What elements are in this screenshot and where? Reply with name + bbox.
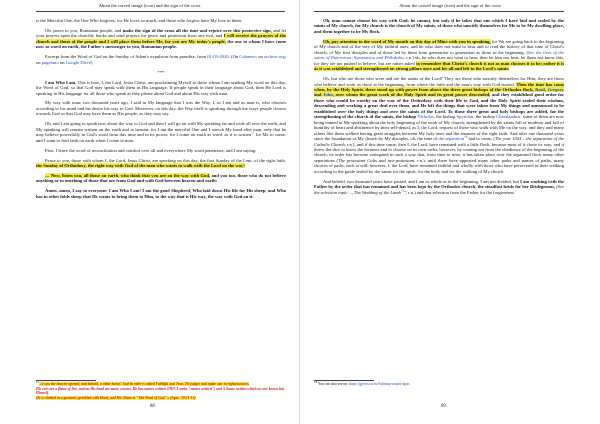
text-run: , some of them are now being named in My speaking about the holy beginning of the work of My church, strengthened by the saints full of modesty and full of humility of heart and abstinence by their self-denial, as I, the Lord, request of those who walk with Me on the way, and they and many others like them walked having great struggles between My holy ones and the enemies of the right faith. And after one thousand years since the foundation of My church by My disciples, oh, the time of <box>314 114 564 142</box>
date-link[interactable]: 01-03-2020 <box>207 54 229 60</box>
text-run: , r.n.) oh, he who does not want to hear, then let him not hear, let them not know this, for they are not pushed to believe, but are rather asked <box>314 55 564 66</box>
text-run: . (On <box>228 54 240 60</box>
basil-link[interactable]: Basil <box>535 86 545 92</box>
paragraph <box>314 76 564 174</box>
pagefam-link[interactable]: pagefam <box>41 59 58 65</box>
archive-link[interactable]: archive.org <box>264 54 285 60</box>
text-run: ; on <box>255 54 265 60</box>
highlighted-text: … Now, listen you, all those on earth, who think that you are on the way with God, <box>45 173 211 179</box>
highlighted-text: Then the time has come when, by the Holy Spirit, there stood up with power from above the three great bishops of the Orthodox flock, <box>314 81 564 92</box>
highlighted-text: and <box>314 92 324 98</box>
paragraph: Amen, amen, I say to everyone: I am Who I am! I am the good Shepherd, Who laid down His life for His sheep, and Who has in other folds sheep that He wants to bring them to Him, to the way that is His way, the way with God on it. <box>36 188 286 199</box>
text-run: ) <box>90 59 93 65</box>
text-run: , the bishop <box>433 114 457 120</box>
footnote-rule <box>314 380 374 381</box>
italic-text: The year 1054 – the separation of the Catholic Church <box>314 136 565 147</box>
text-run: for We are going back to the beginning of My church and of the way of My faithful ones; and he who does not want to hear and to read the history of that time of Christ's church, of My first disciples and of those led by them from generation to generation as those in the beginning. ( <box>314 38 564 55</box>
gregory-link[interactable]: Gregory <box>547 86 565 92</box>
text-run: ", r.n.) and that selection from the Father for the forgiveness <box>404 189 515 195</box>
bold-text: make the sign of the cross all the time and rejoice over this protective sign, <box>122 27 272 33</box>
paragraph <box>314 39 564 72</box>
paragraph <box>36 121 286 143</box>
highlighted-text: the Sunday of Orthodoxy, the right way with God of the man who wants to walk with the Lord on the way! <box>36 163 245 169</box>
footnote-rule <box>36 380 96 381</box>
footnote-text: His eyes are a flame of fire, and on His head are many crowns. He has names written (TR/CT omits "names written") and A Name written which no one knows but Himself. <box>36 386 285 396</box>
header-rule <box>36 11 285 12</box>
footnote-ref[interactable]: 19 <box>400 188 405 193</box>
page-number: 89 <box>441 404 446 409</box>
text-run: and let your prayers open the churchly books and send prayers for peace and protection from any evil, and <box>36 27 286 39</box>
text-run: for Me to come, and I want to find faith on earth when I come to man. <box>36 132 286 143</box>
paragraph: Oh, man cannot choose his way with God; he cannot, but only if he takes that one which I have laid and sealed by the saints of My church, for My church is the church of My saints, of those who sanctify themselves for Me to be My dwelling place, and them together to be My flock. <box>314 18 564 34</box>
highlighted-text: to remember that Christ's church is not as man chooses it to be; rather it is as it was established and strengthened on strong pillars once and for all and left to the Lord's saints. <box>314 60 564 72</box>
running-header: About the carved image (icon) and the sign of the cross <box>399 3 501 8</box>
footnote-number: 18 <box>314 380 318 384</box>
paragraph: My way with man; two thousand years ago, I said in My language that I was the Way, I, as I am and as man is, who chooses according to his mind and his desire his way to God. Moreover, on this day, the Way itself is speaking through the ways people choose towards God so that God may have them as His people, as they may say. <box>36 100 286 117</box>
text-run: , r.n.), until there have appeared many other paths and names of paths, many choices of paths, each at will; however, I, the Lord, have remained faithful and wholly with those who have persevered in their walking according to the guide sealed by the saints for the spirit, for the body and for the walking of My church. <box>314 157 564 174</box>
italic-text: The protestant Cults and neo-protestant <box>338 157 415 163</box>
footnote-ref[interactable]: 17 <box>251 130 255 135</box>
footnote-text: He is clothed in a garment sprinkled with blood, and His Name is "The Word of God."» (Apoc. 19:11-13) <box>36 395 196 400</box>
text-run: Oh, and I am going to speak now about the way to God and then I will go on with My speaking far and wide all over the earth, and My speaking will remain written on the earth and in heaven, for I am the merciful One and I stretch My hand after man, only that he may believe powerfully in God's word from this time and in its power, for I come on earth as word, as it is written <box>36 121 286 138</box>
bold-text: and you too, those who do not believe anything or <box>36 173 286 184</box>
italic-text: See the selection topic : „The Wedding of the Lamb <box>314 184 564 195</box>
paragraph <box>36 54 286 65</box>
text-run: ( <box>554 184 558 190</box>
separation-link[interactable]: the separation <box>438 136 465 142</box>
page-number: 88 <box>150 404 155 409</box>
text-run: , r.n.), and if this time came, then I, the Lord, have remained with a little flock, because most of it chose its way, and it threw the dice to know the fortunes and to choose on its own order, however, by coming out from the obedience of the beginning of the church; its order has become variegated in such a way that, from time to time, it has taken place over the separated flock many other separations ( <box>314 141 564 163</box>
text-run: Excerpt from the Word of God on the Sunday of Adam's expulsion from paradise, from <box>45 54 208 60</box>
footnote-ref[interactable]: 18 <box>464 134 468 139</box>
right-page <box>300 0 600 424</box>
text-run: This is how, I, the Lord, Jesus Christ, am proclaiming Myself to those whom I am sending My word on this day, the Word of God, so that God may speak with them in His language. If people speak in their language about God, then He Lord is speaking in His language for all those who speak as they please about God and about His way with man. <box>36 79 286 96</box>
bold-text: I am Who I am. <box>45 79 77 85</box>
bold-text: and they established good order for those who would be worthy on the way of the Orthodoxy with their life to God, and the Holy Spirit sealed their wisdom, descending and working a great deal over them, and He left the things that were taken from My things and announced to be established over the holy things and over the saints of the Lord. To those three great and holy bishops are added, for the strengthening of the church of the saints, the bishop <box>314 92 564 120</box>
header-rule <box>314 11 564 12</box>
page-body <box>314 18 564 200</box>
text-run: And behold, two thousand years have passed, and I am as whole as in the beginning, I am not divided, but <box>323 178 521 184</box>
text-run: , the bishop <box>473 114 497 120</box>
charalambos-link[interactable]: Charalambos <box>496 114 521 120</box>
text-run: Peace to you, those with whom I, the Lord, Jesus Christ, am speaking on this day, the first Sunday of the Lent, of the right faith. <box>45 157 286 163</box>
bold-text: the one to whom I have come now as word on earth, the Father's messenger to you, Romanian people. <box>36 38 286 50</box>
paragraph <box>36 173 286 184</box>
footnote-number: 17 <box>36 380 40 384</box>
paragraph <box>36 158 286 169</box>
paragraph: is the Merciful One, the One Who forgives, for He loves so much, and those who forgive have My love in them. <box>36 18 243 23</box>
paragraph <box>36 28 286 50</box>
highlighted-text: Oh, pay attention to the word of My mouth on this day of Mine with you in speaking, <box>323 38 491 44</box>
spyridon-link[interactable]: Spyridon <box>456 114 474 120</box>
italic-link[interactable]: See the lives of the saints of Paternicon, Synaxarion and Philokalia <box>314 49 564 61</box>
nicholas-link[interactable]: Nicholas <box>417 114 434 120</box>
text-run: ; on <box>57 59 66 65</box>
text-run: ; on <box>36 54 287 65</box>
footnote <box>314 382 564 387</box>
john-link[interactable]: John <box>323 92 333 98</box>
footnote <box>36 382 286 400</box>
footnote-link[interactable]: https://gpv.bsr.ro/w/Schisma-rasarit-apus <box>349 382 410 387</box>
section-separator: *** <box>157 69 165 75</box>
running-header: About the carved image (icon) and the sign of the cross <box>98 3 201 8</box>
bold-text: in anything of those that are from God and with God between heaven and earth: <box>59 178 218 184</box>
paragraph: First, I leave the word of reconciliation and comfort over all and everywhere My word penetrates, and I am saying: <box>45 147 257 153</box>
highlighted-text: I will receive the prayers of the church and those of the people and I will place them before Me, for you are My today's people, <box>36 33 287 44</box>
text-run: Oh, but who are those who were and are the saints of the Lord? They are those who sanctify themselves for Him; they are those who believe and work as those at the beginning, from where the faith and the man's way with God started. <box>314 76 564 87</box>
highlighted-text: , over whom the great work of the Holy Spirit and its great power descended, <box>332 92 491 98</box>
paragraph <box>36 80 286 96</box>
footnote-text: «I saw the heaven opened, and behold, a white horse! And its rider is called Faithful and True. He judges and make war in righteousness. <box>39 382 250 387</box>
highlighted-text: , <box>544 86 548 92</box>
paragraph <box>314 179 564 195</box>
text-run: Oh, peace to you, Romanian people, and <box>45 27 123 33</box>
text-run: had to come, ( <box>467 136 495 142</box>
google-drive-link[interactable]: Google Drive <box>65 59 91 65</box>
bold-text: I am working with the Father by the order that has remained and has been kept by the Orthodox church, the steadfast bride for her Bridegroom, <box>314 178 564 190</box>
calameo-link[interactable]: Calameo <box>239 54 256 60</box>
page-body <box>36 18 286 204</box>
footnote-text: You can also see on: <box>317 382 350 387</box>
